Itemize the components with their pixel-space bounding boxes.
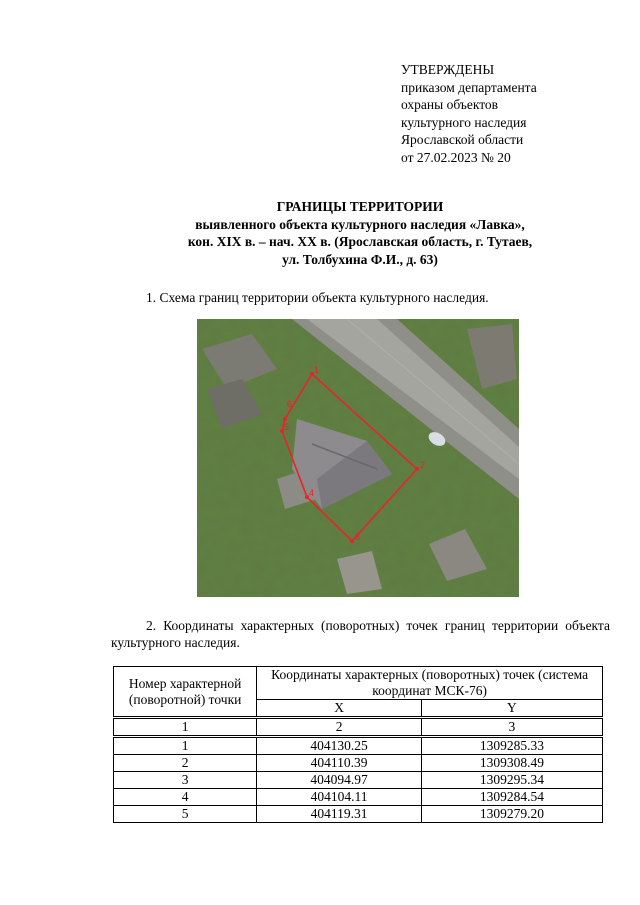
coord-x: 404119.31 <box>257 806 422 823</box>
table-row <box>114 737 603 755</box>
point-label: 5 <box>284 422 290 432</box>
approval-line: охраны объектов <box>401 97 499 112</box>
header-y: Y <box>421 700 602 718</box>
approval-line: Ярославской области <box>401 132 524 147</box>
coord-y: 1309295.34 <box>421 772 602 789</box>
column-number: 3 <box>421 718 602 737</box>
vertex-2 <box>415 467 419 471</box>
table-row <box>114 772 603 789</box>
title-line: ГРАНИЦЫ ТЕРРИТОРИИ <box>276 199 444 214</box>
approval-block <box>401 61 537 166</box>
section-1-heading: 1. Схема границ территории объекта культурного наследия. <box>146 290 489 305</box>
coord-x: 404110.39 <box>257 755 422 772</box>
vertex-3 <box>350 539 354 543</box>
boundary-map <box>197 319 519 597</box>
satellite-image <box>197 319 519 597</box>
vertex-6 <box>283 417 287 421</box>
title-line: ул. Толбухина Ф.И., д. 63) <box>282 251 438 267</box>
point-number: 4 <box>114 789 257 806</box>
coordinates-table <box>113 666 603 823</box>
point-label: 6 <box>287 399 293 409</box>
point-number: 3 <box>114 772 257 789</box>
table-row <box>114 806 603 823</box>
point-number: 2 <box>114 755 257 772</box>
point-label: 3 <box>355 532 361 542</box>
approval-line: от 27.02.2023 № 20 <box>401 149 511 165</box>
header-coordinates: Координаты характерных (поворотных) точек (система координат МСК-76) <box>257 667 603 700</box>
coord-y: 1309279.20 <box>421 806 602 823</box>
title-line: выявленного объекта культурного наследия «Лавка», <box>195 216 525 232</box>
approval-line: УТВЕРЖДЕНЫ <box>401 62 495 77</box>
table-row <box>114 755 603 772</box>
section-2-heading: 2. Координаты характерных (поворотных) точек границ территории объекта культурного наследия. <box>111 618 610 650</box>
header-x: X <box>257 700 422 718</box>
header-point-number: Номер характерной (поворотной) точки <box>114 667 257 718</box>
coord-x: 404104.11 <box>257 789 422 806</box>
point-label: 1 <box>314 365 320 375</box>
table-row <box>114 789 603 806</box>
coord-y: 1309284.54 <box>421 789 602 806</box>
coord-x: 404094.97 <box>257 772 422 789</box>
coord-y: 1309285.33 <box>421 737 602 755</box>
column-numbers-row <box>114 718 603 737</box>
table-header-row <box>114 667 603 700</box>
coord-x: 404130.25 <box>257 737 422 755</box>
column-number: 1 <box>114 718 257 737</box>
point-number: 5 <box>114 806 257 823</box>
point-number: 1 <box>114 737 257 755</box>
coord-y: 1309308.49 <box>421 755 602 772</box>
title-line: кон. XIX в. – нач. XX в. (Ярославская область, г. Тутаев, <box>187 234 533 249</box>
point-label: 2 <box>420 460 426 470</box>
column-number: 2 <box>257 718 422 737</box>
approval-line: культурного наследия <box>401 114 527 130</box>
approval-line: приказом департамента <box>401 79 537 95</box>
point-label: 4 <box>309 488 315 498</box>
document-title <box>100 198 620 268</box>
